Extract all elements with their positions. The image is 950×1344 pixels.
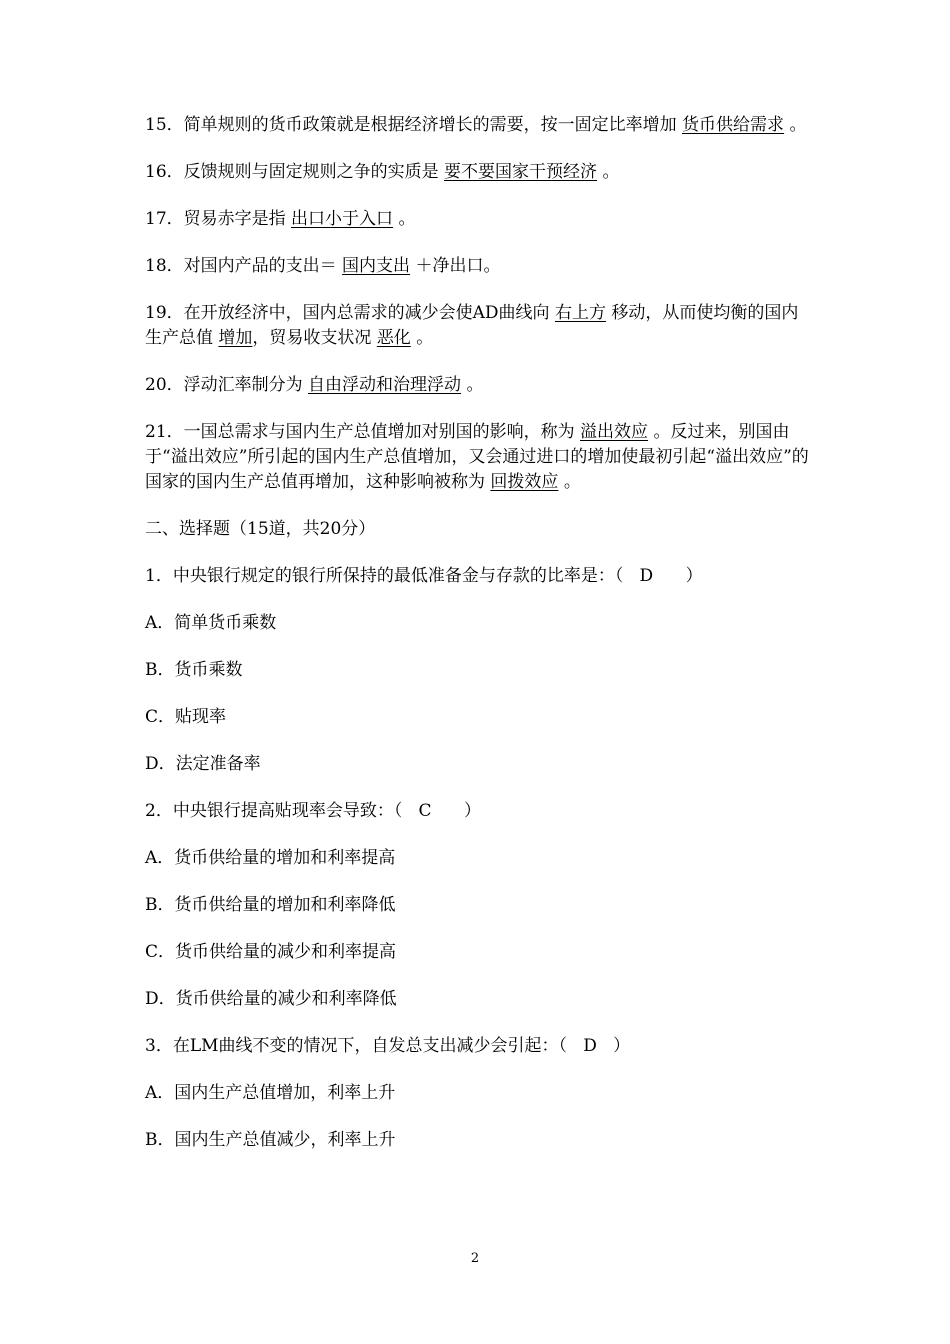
question-2-stem [145, 799, 810, 824]
fill-item-17 [145, 207, 810, 232]
question-1-option-c: C．贴现率 [145, 707, 227, 727]
answer-blank: 要不要国家干预经济 [444, 162, 598, 182]
question-2-option-b: B．货币供给量的增加和利率降低 [145, 895, 396, 915]
item-text: 在开放经济中，国内总需求的减少会使AD曲线向 [183, 303, 550, 323]
fill-item-15 [145, 113, 810, 138]
question-text: ） [464, 801, 481, 821]
document-body [145, 113, 810, 1175]
answer-blank: 恶化 [376, 328, 411, 348]
question-1-option-b: B．货币乘数 [145, 660, 243, 680]
item-text: 。 [789, 115, 807, 135]
item-number: 19． [145, 303, 184, 323]
item-text: ，贸易收支状况 [252, 328, 372, 348]
fill-item-16 [145, 160, 810, 185]
answer-blank: 回拨效应 [490, 472, 559, 492]
item-number: 17． [145, 209, 184, 229]
answer-blank: 国内支出 [342, 256, 411, 276]
answer-blank: 出口小于入口 [291, 209, 394, 229]
item-number: 15． [145, 115, 184, 135]
item-text: 。 [398, 209, 416, 229]
question-1-option-a: A．简单货币乘数 [145, 613, 277, 633]
answer-blank: 货币供给需求 [682, 115, 785, 135]
question-1-option-d: D．法定准备率 [145, 754, 261, 774]
question-1-stem [145, 564, 810, 589]
item-text: 。 [466, 375, 484, 395]
item-text: 。 [563, 472, 581, 492]
fill-item-21 [145, 420, 810, 495]
item-number: 21． [145, 422, 184, 442]
item-text: 对国内产品的支出＝ [183, 256, 337, 276]
section-title: 二、选择题（15道，共20分） [145, 519, 376, 539]
question-3-stem [145, 1034, 810, 1059]
item-text: 浮动汇率制分为 [183, 375, 303, 395]
item-text: 反馈规则与固定规则之争的实质是 [183, 162, 439, 182]
item-text: 。 [416, 328, 434, 348]
item-number: 20． [145, 375, 184, 395]
item-number: 16． [145, 162, 184, 182]
item-number: 18． [145, 256, 184, 276]
answer-blank: 自由浮动和治理浮动 [308, 375, 462, 395]
question-answer: D [639, 566, 654, 586]
question-answer: D [583, 1036, 597, 1056]
question-text: ） [613, 1036, 631, 1056]
fill-item-19 [145, 301, 810, 351]
answer-blank: 增加 [218, 328, 253, 348]
question-text: 3．在LM曲线不变的情况下，自发总支出减少会引起：（ [145, 1036, 568, 1056]
answer-blank: 右上方 [554, 303, 606, 323]
item-text: 。 [602, 162, 620, 182]
item-text: 简单规则的货币政策就是根据经济增长的需要，按一固定比率增加 [183, 115, 677, 135]
item-text: 。反过来，别国由于“溢出效应”所引起的国内生产总值增加，又会通过进口的增加使最初引起“溢出效应”的国家的国内生产总值再增加，这种影响被称为 [145, 422, 809, 492]
question-2-option-d: D．货币供给量的减少和利率降低 [145, 989, 397, 1009]
page-number: 2 [470, 1251, 480, 1266]
question-3-option-a: A．国内生产总值增加，利率上升 [145, 1083, 396, 1103]
question-text: 1．中央银行规定的银行所保持的最低准备金与存款的比率是：（ [145, 566, 624, 586]
fill-item-18 [145, 254, 810, 279]
question-3-option-b: B．国内生产总值减少，利率上升 [145, 1130, 396, 1150]
question-2-option-a: A．货币供给量的增加和利率提高 [145, 848, 396, 868]
answer-blank: 溢出效应 [580, 422, 649, 442]
question-2-option-c: C．货币供给量的减少和利率提高 [145, 942, 397, 962]
question-answer: C [418, 801, 432, 821]
question-text: ） [685, 566, 703, 586]
item-text: 贸易赤字是指 [183, 209, 286, 229]
item-text: ＋净出口。 [415, 256, 501, 276]
item-text: 移动，从而使均衡的国内生产总值 [145, 303, 799, 348]
question-text: 2．中央银行提高贴现率会导致：（ [145, 801, 403, 821]
fill-item-20 [145, 373, 810, 398]
item-text: 一国总需求与国内生产总值增加对别国的影响，称为 [183, 422, 575, 442]
